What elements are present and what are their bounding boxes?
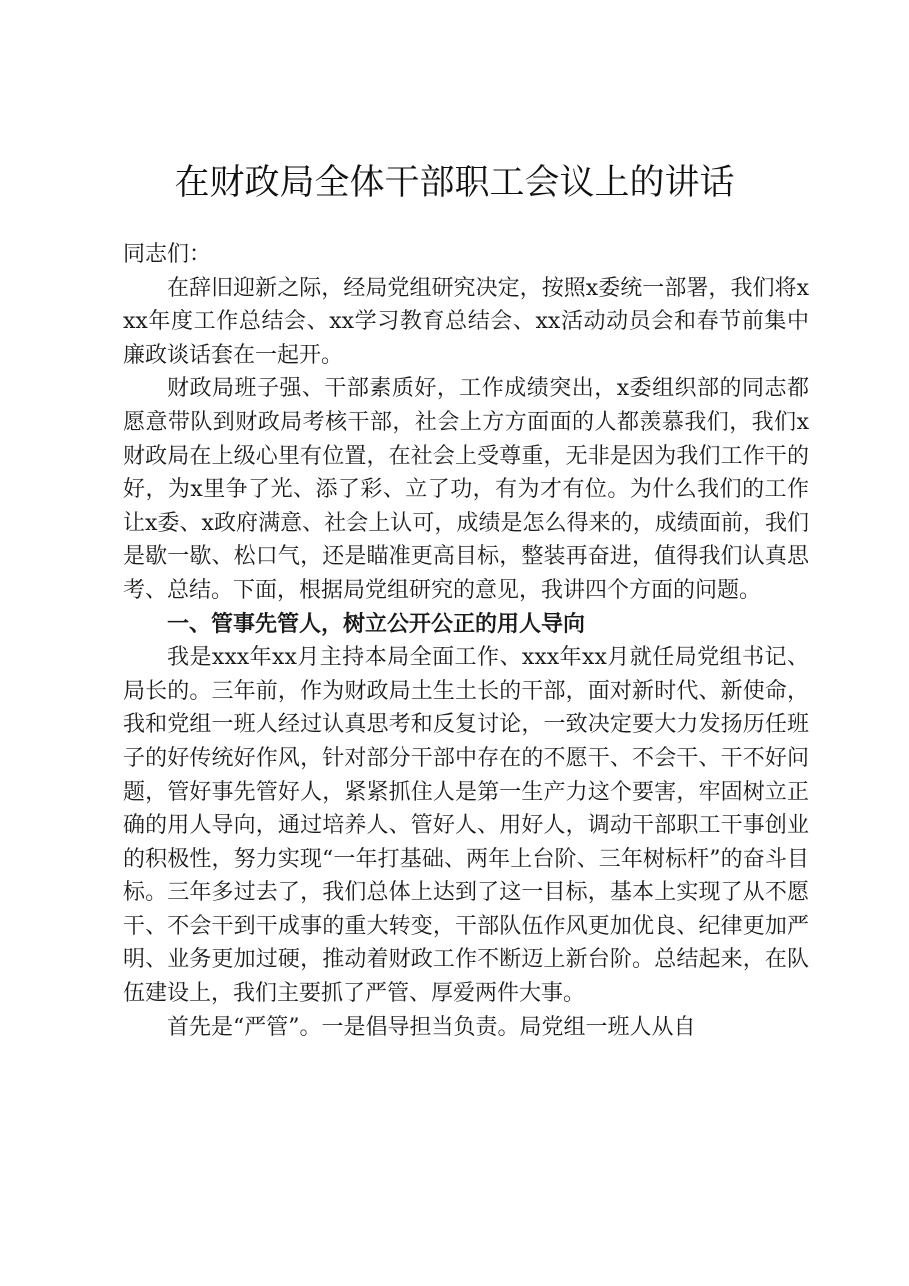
paragraph-section1-body: 我是xxx年xx月主持本局全面工作、xxx年xx月就任局党组书记、局长的。三年前，作为财政局土生土长的干部，面对新时代、新使命，我和党组一班人经过认真思考和反复讨论，一致决定要大力发扬历任班子的好传统好作风，针对部分干部中存在的不愿干、不会干、干不好问题，管好事先管好人，紧紧抓住人是第一生产力这个要害，牢固树立正确的用人导向，通过培养人、管好人、用好人，调动干部职工干事创业的积极性，努力实现“一年打基础、两年上台阶、三年树标杆”的奋斗目标。三年多过去了，我们总体上达到了这一目标，基本上实现了从不愿干、不会干到干成事的重大转变，干部队伍作风更加优良、纪律更加严明、业务更加过硬，推动着财政工作不断迈上新台阶。总结起来，在队伍建设上，我们主要抓了严管、厚爱两件大事。 <box>123 645 809 1007</box>
paragraph-section1-strict: 首先是“严管”。一是倡导担当负责。局党组一班人从自 <box>167 1014 696 1040</box>
document-body <box>123 238 809 1044</box>
paragraph-achievements: 财政局班子强、干部素质好，工作成绩突出，x委组织部的同志都愿意带队到财政局考核干部，社会上方方面面的人都羡慕我们，我们x财政局在上级心里有位置，在社会上受尊重，无非是因为我们工作干的好，为x里争了光、添了彩、立了功，有为才有位。为什么我们的工作让x委、x政府满意、社会上认可，成绩是怎么得来的，成绩面前，我们是歇一歇、松口气，还是瞄准更高目标，整装再奋进，值得我们认真思考、总结。下面，根据局党组研究的意见，我讲四个方面的问题。 <box>123 376 809 603</box>
paragraph-intro: 在辞旧迎新之际，经局党组研究决定，按照x委统一部署，我们将xxx年度工作总结会、xx学习教育总结会、xx活动动员会和春节前集中廉政谈话套在一起开。 <box>123 275 809 368</box>
salutation: 同志们： <box>123 242 212 267</box>
section-heading-1: 一、管事先管人，树立公开公正的用人导向 <box>167 611 586 637</box>
document-title: 在财政局全体干部职工会议上的讲话 <box>174 163 735 203</box>
